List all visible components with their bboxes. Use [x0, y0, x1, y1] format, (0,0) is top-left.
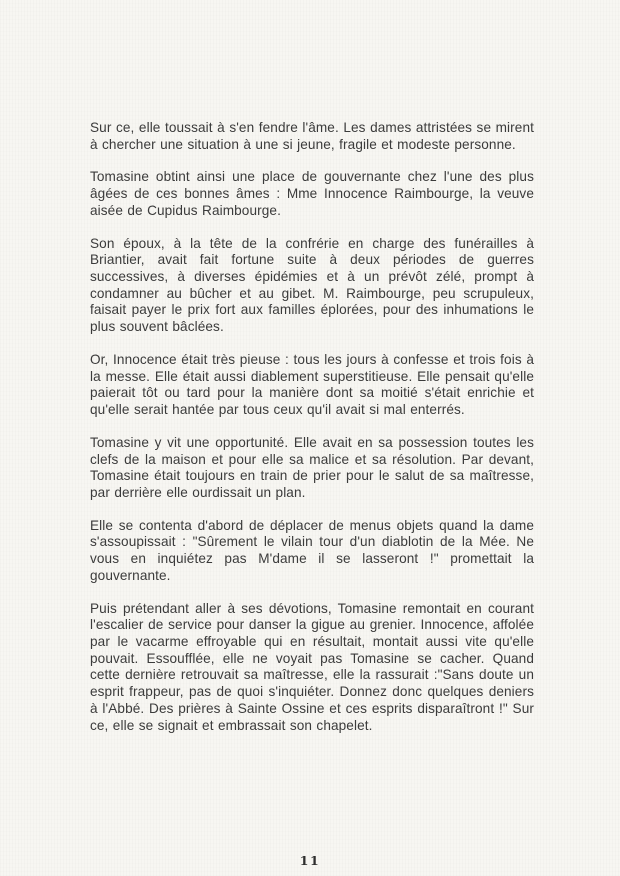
paragraph: Tomasine obtint ainsi une place de gouvernante chez l'une des plus âgées de ces bonnes âmes : Mme Innocence Raimbourge, la veuve aisée de Cupidus Raimbourge.: [90, 169, 534, 218]
paragraph: Or, Innocence était très pieuse : tous les jours à confesse et trois fois à la messe. Elle était aussi diablement superstitieuse. Elle pensait qu'elle paierait tôt ou tard pour la manière dont sa moitié s'était enrichie et qu'elle serait hantée par tous ceux qu'il avait si mal enterrés.: [90, 351, 534, 418]
paragraph: Sur ce, elle toussait à s'en fendre l'âme. Les dames attristées se mirent à chercher une situation à une si jeune, fragile et modeste personne.: [90, 120, 534, 152]
paragraph: Tomasine y vit une opportunité. Elle avait en sa possession toutes les clefs de la maison et pour elle sa malice et sa résolution. Par devant, Tomasine était toujours en train de prier pour le salut de sa maîtresse, par derrière elle ourdissait un plan.: [90, 434, 534, 500]
page-number: 11: [299, 853, 321, 868]
paragraph: Son époux, à la tête de la confrérie en charge des funérailles à Briantier, avait fait fortune suite à deux périodes de guerres successives, à diverses épidémies et à un prévôt zélé, prompt à condamner au bûcher et au gibet. M. Raimbourge, peu scrupuleux, faisait payer le prix fort aux familles éplorées, pour des inhumations le plus souvent bâclées.: [90, 235, 534, 335]
paragraph: Puis prétendant aller à ses dévotions, Tomasine remontait en courant l'escalier de service pour danser la gigue au grenier. Innocence, affolée par le vacarme effroyable qui en résultait, montait aussi vite qu'elle pouvait. Essoufflée, elle ne voyait pas Tomasine se cacher. Quand cette dernière retrouvait sa maîtresse, elle la rassurait :"Sans doute un esprit frappeur, pas de quoi s'inquiéter. Donnez donc quelques deniers à l'Abbé. Des prières à Sainte Ossine et ces esprits disparaîtront !" Sur ce, elle se signait et embrassait son chapelet.: [90, 600, 534, 733]
page-text-block: [90, 120, 534, 750]
paragraph: Elle se contenta d'abord de déplacer de menus objets quand la dame s'assoupissait : "Sûrement le vilain tour d'un diablotin de la Mée. Ne vous en inquiétez pas M'dame il se lasseront !" promettait la gouvernante.: [90, 517, 534, 583]
